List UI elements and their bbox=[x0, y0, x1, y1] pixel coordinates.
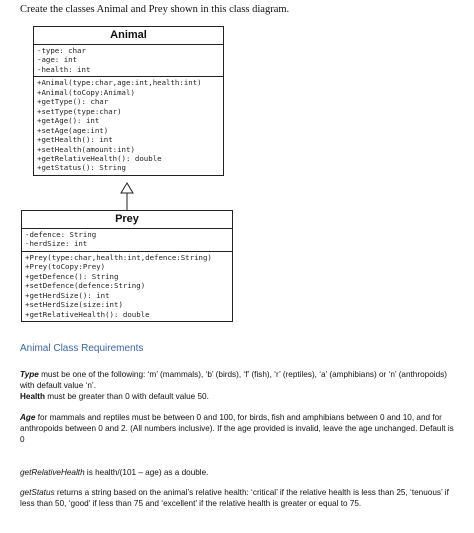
type-requirement bbox=[20, 369, 460, 402]
status-requirement bbox=[20, 487, 460, 509]
age-text: for mammals and reptiles must be between 0 and 100, for birds, fish and amphibians between 0 and 10, and for anthropoids between 0 and 2. (All numbers inclusive). If the age provided is invalid, leave the age unchanged. Default is 0 bbox=[20, 413, 454, 444]
task-instruction: Create the classes Animal and Prey shown in this class diagram. bbox=[20, 4, 290, 15]
animal-attributes: -type: char -age: int -health: int bbox=[37, 46, 91, 74]
animal-class-name: Animal bbox=[34, 27, 223, 45]
health-text: must be greater than 0 with default value 50. bbox=[45, 392, 209, 401]
prey-methods: +Prey(type:char,health:int,defence:String) +Prey(toCopy:Prey) +getDefence(): String +setDefence(defence:String) +getHerdSize(): int +setHerdSize(size:int) +getRelativeHealth(): double bbox=[22, 251, 232, 321]
health-term: Health bbox=[20, 392, 46, 401]
relative-health-requirement bbox=[20, 467, 460, 478]
type-term: Type bbox=[20, 370, 39, 379]
requirements-heading: Animal Class Requirements bbox=[20, 343, 144, 354]
prey-class-box bbox=[21, 210, 233, 322]
type-text: must be one of the following: ‘m’ (mammals), ‘b’ (birds), ‘f’ (fish), ‘r’ (reptiles), ‘a’ (amphibians) or ‘n’ (anthropoids) with default value ‘n’. bbox=[20, 370, 447, 390]
relative-health-term: getRelativeHealth bbox=[20, 468, 85, 477]
age-requirement bbox=[20, 412, 460, 445]
status-term: getStatus bbox=[20, 488, 55, 497]
prey-class-name: Prey bbox=[22, 211, 232, 229]
status-text: returns a string based on the animal’s relative health: ‘critical’ if the relative health is less than 25, ‘tenuous’ if less than 50, ‘good’ if less than 75 and ‘excellent’ if the relative health is greater or equal to 75. bbox=[20, 488, 449, 508]
age-term: Age bbox=[20, 413, 36, 422]
prey-attributes: -defence: String -herdSize: int bbox=[25, 230, 97, 249]
inheritance-arrow-icon bbox=[119, 181, 135, 211]
relative-health-text: is health/(101 – age) as a double. bbox=[84, 468, 209, 477]
animal-class-box bbox=[33, 26, 224, 176]
animal-methods: +Animal(type:char,age:int,health:int) +Animal(toCopy:Animal) +getType(): char +setType(type:char) +getAge(): int +setAge(age:int) +getHealth(): int +setHealth(amount:int) +getRelativeHealth(): double +getStatus(): String bbox=[34, 76, 223, 175]
